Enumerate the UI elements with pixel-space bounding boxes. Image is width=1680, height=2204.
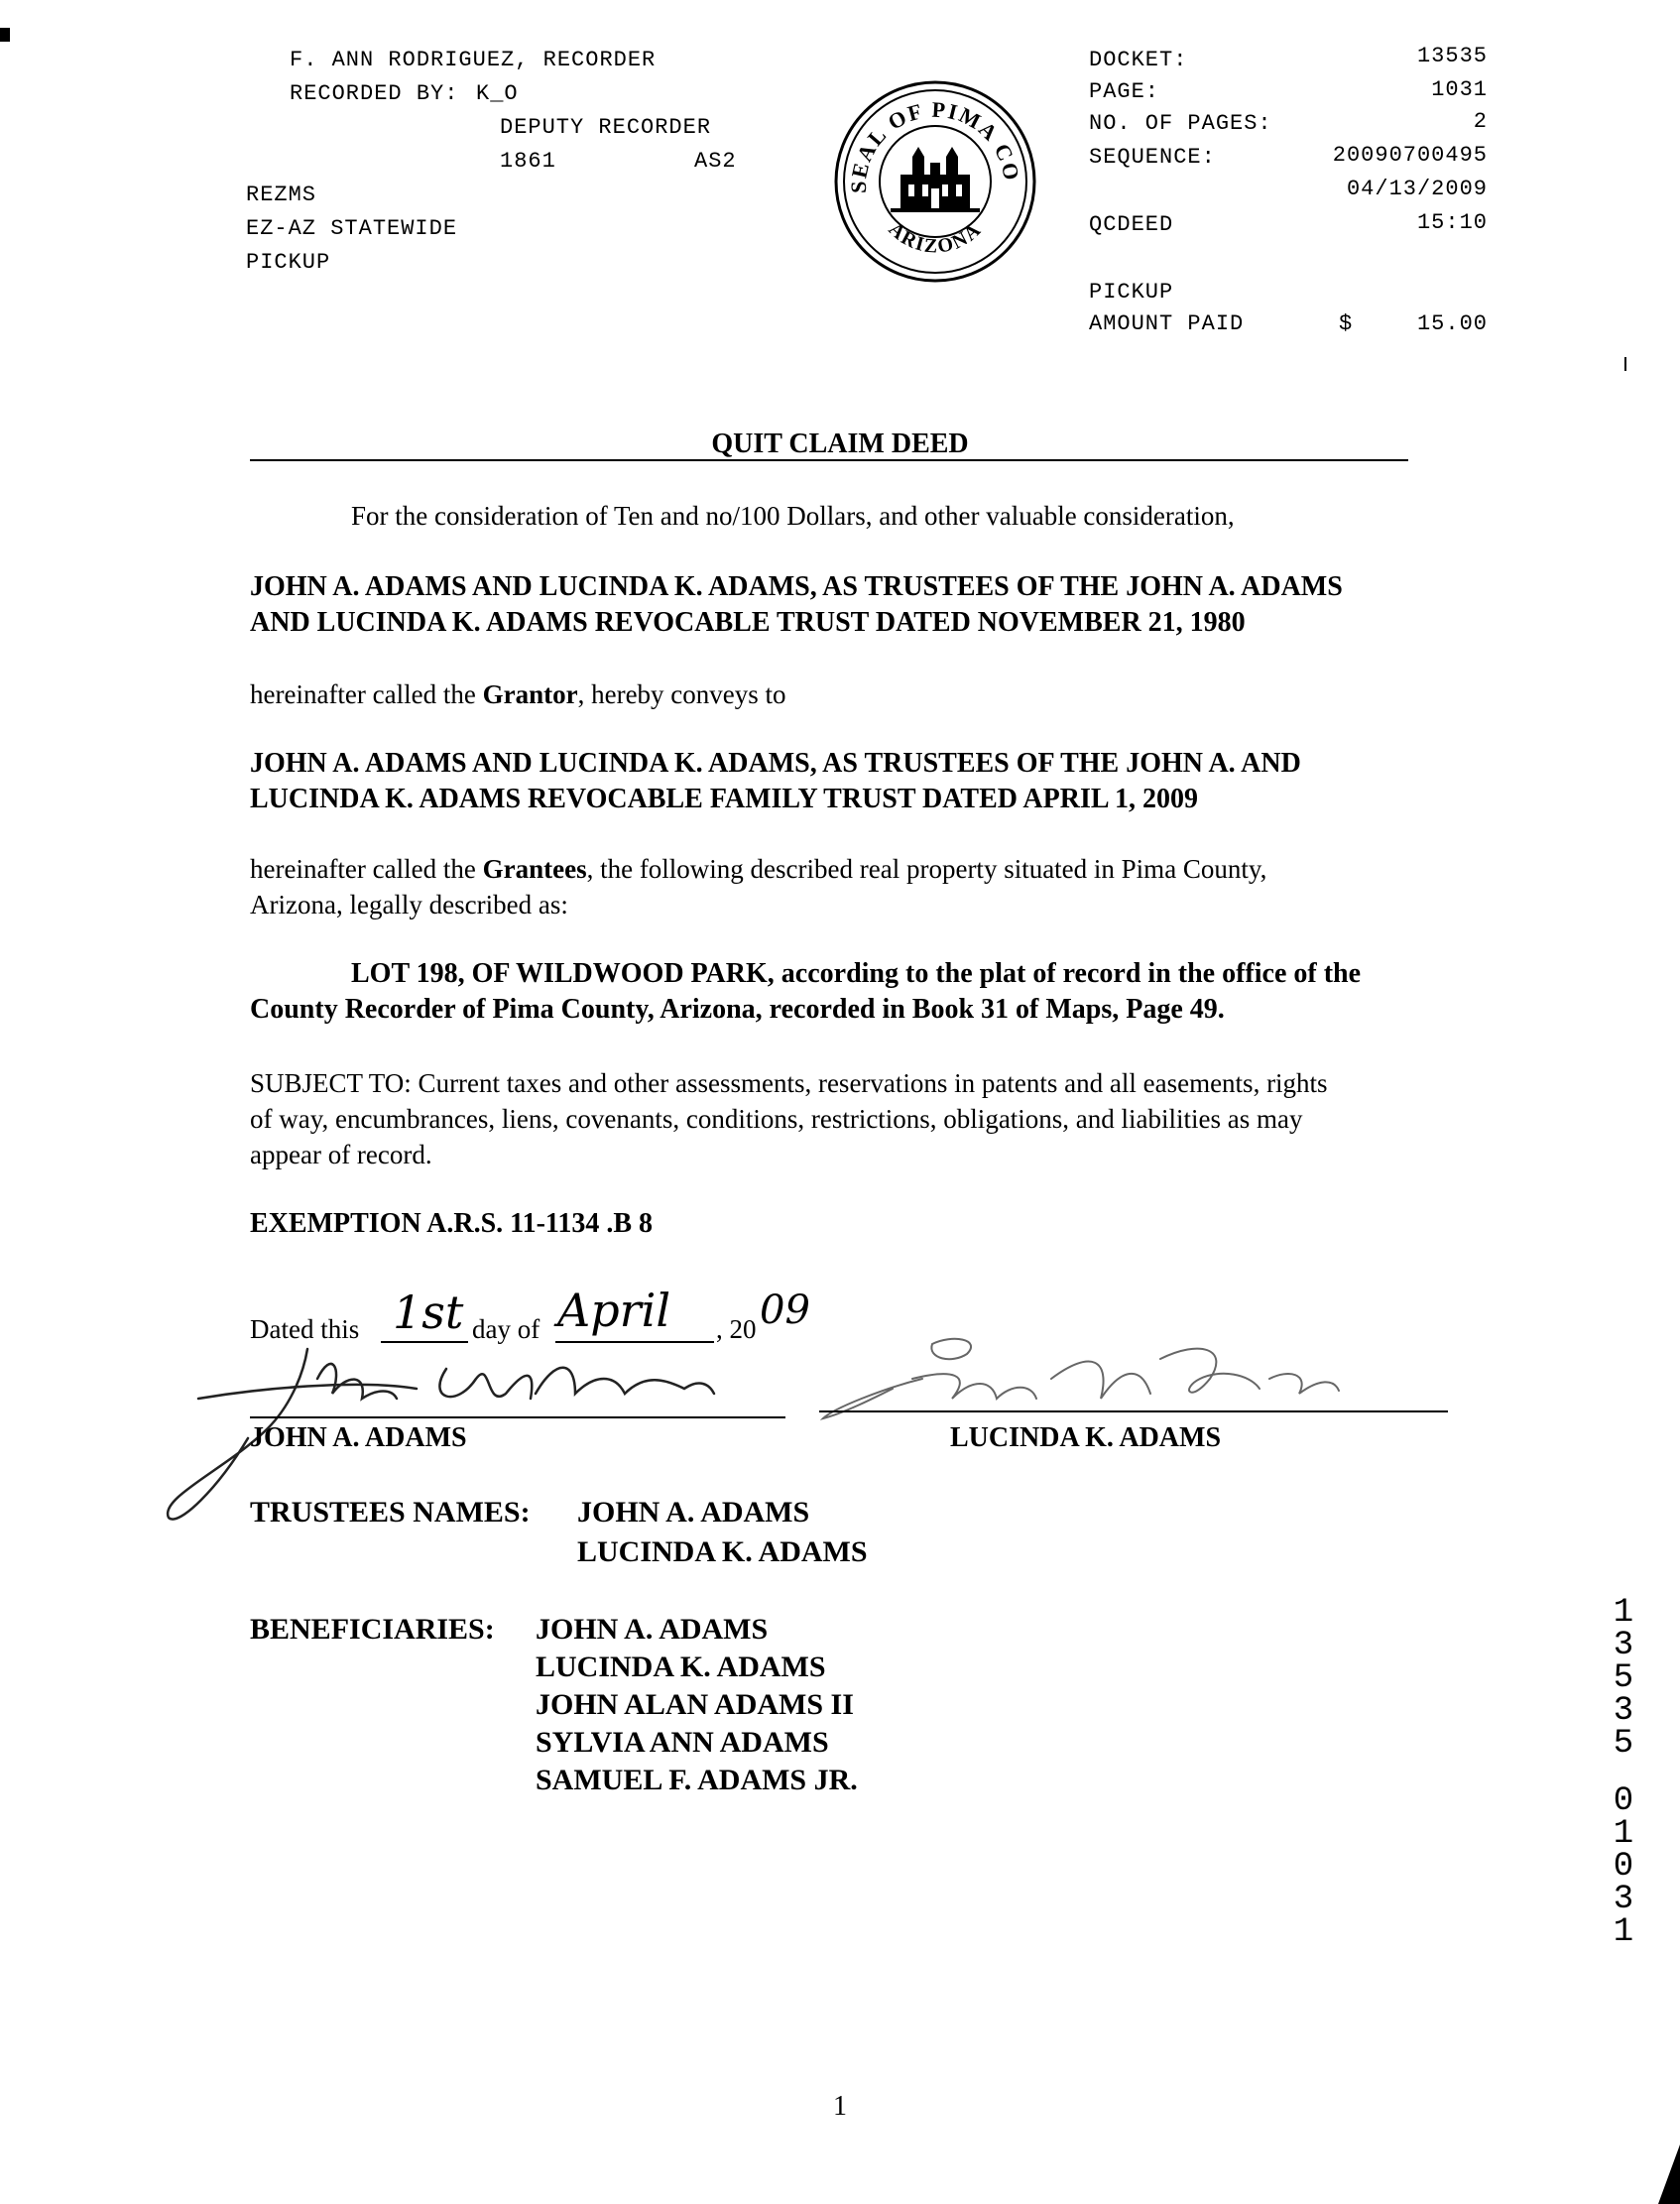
grantor-clause bbox=[250, 676, 786, 712]
amount-value: 15.00 bbox=[1416, 311, 1488, 336]
dated-month-handwritten: April bbox=[557, 1284, 671, 1337]
grantees-line-2: Arizona, legally described as: bbox=[250, 890, 568, 919]
svg-text:ARIZONA bbox=[885, 218, 987, 258]
return-line-1: REZMS bbox=[246, 183, 317, 207]
scan-left-mark bbox=[0, 28, 10, 42]
side-docket-digit: 5 bbox=[1613, 1725, 1634, 1763]
grantees-clause bbox=[250, 851, 1266, 887]
beneficiary-3: JOHN ALAN ADAMS II bbox=[536, 1688, 854, 1721]
grantee-line-1: JOHN A. ADAMS AND LUCINDA K. ADAMS, AS TRUSTEES OF THE JOHN A. AND bbox=[250, 748, 1301, 779]
subject-line-1: SUBJECT TO: Current taxes and other assessments, reservations in patents and all easements, rights bbox=[250, 1068, 1328, 1098]
subject-line-3: appear of record. bbox=[250, 1140, 432, 1169]
trustees-label: TRUSTEES NAMES: bbox=[250, 1496, 531, 1529]
scan-tick bbox=[1624, 357, 1626, 371]
beneficiary-4: SYLVIA ANN ADAMS bbox=[536, 1726, 829, 1759]
signature-line-2 bbox=[819, 1410, 1448, 1412]
beneficiary-5: SAMUEL F. ADAMS JR. bbox=[536, 1764, 858, 1796]
deputy-code: AS2 bbox=[694, 149, 737, 174]
dated-mid: day of bbox=[472, 1314, 540, 1344]
type-label: QCDEED bbox=[1089, 212, 1174, 237]
side-page-digit: 0 bbox=[1613, 1848, 1634, 1886]
signer-2-name: LUCINDA K. ADAMS bbox=[950, 1422, 1222, 1453]
legal-line-2: County Recorder of Pima County, Arizona, recorded in Book 31 of Maps, Page 49. bbox=[250, 994, 1225, 1025]
side-docket-digit: 5 bbox=[1613, 1659, 1634, 1697]
pages-label: NO. OF PAGES: bbox=[1089, 111, 1272, 136]
recorder-name: F. ANN RODRIGUEZ, RECORDER bbox=[290, 48, 657, 72]
signature-line-1 bbox=[250, 1416, 785, 1418]
dated-year-prefix: , 20 bbox=[716, 1314, 757, 1344]
subject-line-2: of way, encumbrances, liens, covenants, conditions, restrictions, obligations, and liabilities as may bbox=[250, 1104, 1303, 1134]
page-value: 1031 bbox=[1431, 77, 1488, 102]
beneficiary-1: JOHN A. ADAMS bbox=[536, 1613, 769, 1646]
recorded-by-label: RECORDED BY: bbox=[290, 81, 459, 106]
side-page-digit: 3 bbox=[1613, 1881, 1634, 1918]
grantor-line-2: AND LUCINDA K. ADAMS REVOCABLE TRUST DATED NOVEMBER 21, 1980 bbox=[250, 607, 1246, 638]
page-label: PAGE: bbox=[1089, 79, 1160, 104]
trustee-1: JOHN A. ADAMS bbox=[577, 1496, 810, 1529]
side-docket-digit: 3 bbox=[1613, 1627, 1634, 1664]
county-seal bbox=[831, 77, 1039, 286]
deputy-recorder-label: DEPUTY RECORDER bbox=[500, 115, 712, 140]
side-docket-digit: 3 bbox=[1613, 1692, 1634, 1730]
grantor-pre: hereinafter called the bbox=[250, 679, 483, 709]
dated-year-handwritten: 09 bbox=[760, 1287, 810, 1333]
time-value: 15:10 bbox=[1416, 210, 1488, 235]
grantees-post: , the following described real property situated in Pima County, bbox=[586, 854, 1267, 884]
page-number: 1 bbox=[833, 2091, 847, 2122]
grantees-word: Grantees bbox=[482, 854, 587, 884]
return-line-2: EZ-AZ STATEWIDE bbox=[246, 216, 458, 241]
scan-corner-mark bbox=[1658, 2144, 1680, 2204]
side-page-digit: 1 bbox=[1613, 1815, 1634, 1853]
side-docket-digit: 1 bbox=[1613, 1594, 1634, 1632]
seal-top-text: SEAL OF PIMA CO bbox=[845, 96, 1025, 193]
trustee-2: LUCINDA K. ADAMS bbox=[577, 1535, 868, 1568]
signer-1-name: JOHN A. ADAMS bbox=[250, 1422, 467, 1453]
signature-lucinda-adams bbox=[823, 1339, 1339, 1418]
grantee-line-2: LUCINDA K. ADAMS REVOCABLE FAMILY TRUST DATED APRIL 1, 2009 bbox=[250, 784, 1199, 814]
beneficiary-2: LUCINDA K. ADAMS bbox=[536, 1651, 826, 1683]
pickup-label: PICKUP bbox=[1089, 280, 1174, 305]
recorded-by-value: K_O bbox=[476, 81, 519, 106]
dated-day-handwritten: 1st bbox=[393, 1286, 464, 1339]
date-value: 04/13/2009 bbox=[1346, 177, 1488, 201]
grantor-post: , hereby conveys to bbox=[577, 679, 786, 709]
seal-bottom-text: ARIZONA bbox=[884, 217, 987, 258]
side-page-digit: 1 bbox=[1613, 1913, 1634, 1951]
grantor-line-1: JOHN A. ADAMS AND LUCINDA K. ADAMS, AS TRUSTEES OF THE JOHN A. ADAMS bbox=[250, 571, 1343, 602]
docket-value: 13535 bbox=[1416, 44, 1488, 68]
deed-title: QUIT CLAIM DEED bbox=[711, 429, 969, 459]
return-line-3: PICKUP bbox=[246, 250, 331, 275]
grantees-pre: hereinafter called the bbox=[250, 854, 483, 884]
sequence-value: 20090700495 bbox=[1332, 143, 1488, 168]
pages-value: 2 bbox=[1473, 109, 1488, 134]
seal-graphic bbox=[831, 77, 1039, 286]
sequence-label: SEQUENCE: bbox=[1089, 145, 1216, 170]
dated-prefix: Dated this bbox=[250, 1314, 360, 1344]
deputy-number: 1861 bbox=[500, 149, 556, 174]
consideration-text: For the consideration of Ten and no/100 Dollars, and other valuable consideration, bbox=[351, 501, 1235, 531]
beneficiaries-label: BENEFICIARIES: bbox=[250, 1613, 495, 1646]
side-page-digit: 0 bbox=[1613, 1782, 1634, 1820]
grantor-word: Grantor bbox=[482, 679, 578, 709]
legal-line-1: LOT 198, OF WILDWOOD PARK, according to the plat of record in the office of the bbox=[351, 958, 1362, 989]
currency-symbol: $ bbox=[1339, 311, 1354, 336]
exemption-text: EXEMPTION A.R.S. 11-1134 .B 8 bbox=[250, 1208, 654, 1239]
docket-label: DOCKET: bbox=[1089, 48, 1188, 72]
amount-label: AMOUNT PAID bbox=[1089, 311, 1245, 336]
